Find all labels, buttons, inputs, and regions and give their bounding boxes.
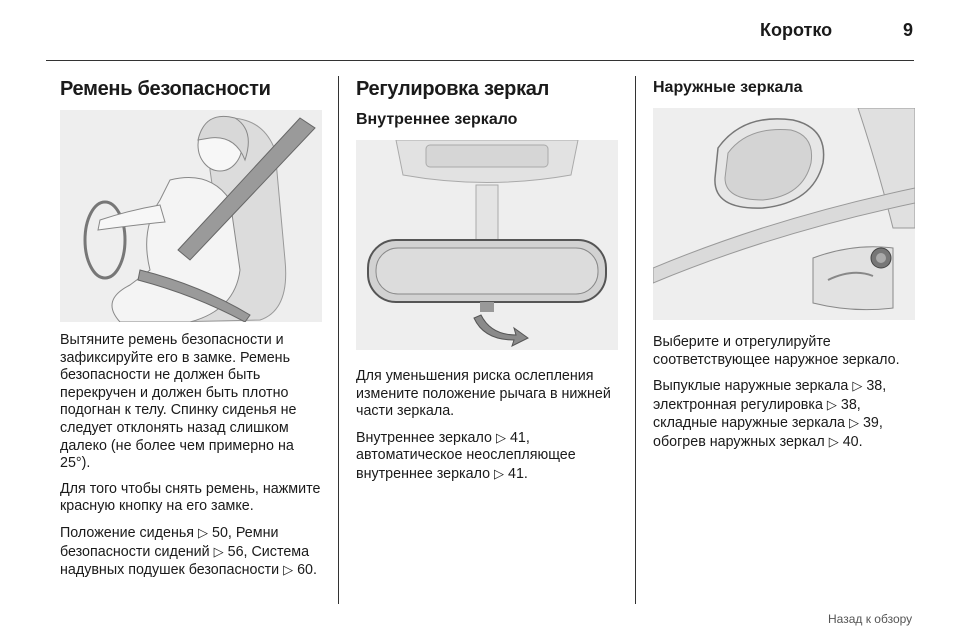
ref-auto-dimming-link[interactable]: автоматическое неослепляющее внутреннее зеркало: [356, 447, 576, 482]
page-ref-icon: ▷: [852, 378, 863, 394]
seatbelt-references: Положение сиденья ▷ 50, Ремни безопасности сидений ▷ 56, Система надувных подушек безопасности ▷ 60.: [60, 524, 317, 579]
column-divider: [635, 76, 636, 604]
back-to-overview-link[interactable]: Назад к обзору: [828, 612, 913, 626]
ref-auto-dimming-page[interactable]: 41: [508, 465, 524, 482]
page-ref-icon: ▷: [213, 543, 224, 559]
ref-heated-link[interactable]: обогрев наружных зеркал: [653, 433, 825, 450]
ref-heated-page[interactable]: 40: [842, 433, 859, 450]
page-ref-icon: ▷: [849, 415, 859, 431]
seatbelt-heading: Ремень безопасности: [60, 78, 271, 100]
ref-seat-belts-page[interactable]: 56: [227, 543, 244, 560]
ref-airbags-link[interactable]: Система надувных подушек безопасности: [60, 543, 310, 579]
seatbelt-paragraph: Для того чтобы снять ремень, нажмите красную кнопку на его замке.: [60, 480, 321, 515]
mirrors-column: [356, 76, 621, 492]
ref-folding-page[interactable]: 39: [862, 415, 879, 432]
ref-inner-mirror-link[interactable]: Внутреннее зеркало: [356, 429, 492, 446]
outer-mirrors-subheading: Наружные зеркала: [653, 79, 803, 96]
column-divider: [338, 76, 339, 604]
seatbelt-paragraph: Вытяните ремень безопасности и зафиксируйте его в замке. Ремень безопасности не должен быть перекручен и должен быть плотно подогнан к телу. Спинку сиденья не следует отклонять назад слишком далеко (не более чем примерно на 25°).: [60, 332, 297, 472]
ref-convex-link[interactable]: Выпуклые наружные зеркала: [653, 378, 849, 395]
inner-mirror-subheading: Внутреннее зеркало: [356, 111, 518, 128]
page-ref-icon: ▷: [494, 465, 505, 481]
inner-mirror-paragraph: Для уменьшения риска ослепления измените положение рычага в нижней части зеркала.: [356, 368, 611, 420]
ref-inner-mirror-page[interactable]: 41: [509, 429, 526, 446]
ref-seat-position-link[interactable]: Положение сиденья: [60, 524, 195, 541]
ref-electric-link[interactable]: электронная регулировка: [653, 396, 823, 413]
outer-mirror-references: Выпуклые наружные зеркала ▷ 38, электронная регулировка ▷ 38, складные наружные зеркала ▷ 39, обогрев наружных зеркал ▷ 40.: [653, 378, 887, 450]
outer-mirrors-column: [653, 76, 918, 460]
page-ref-icon: ▷: [198, 524, 209, 540]
mirrors-heading: Регулировка зеркал: [356, 78, 550, 100]
page-ref-icon: ▷: [283, 562, 294, 578]
inner-mirror-references: Внутреннее зеркало ▷ 41, автоматическое неослепляющее внутреннее зеркало ▷ 41.: [356, 429, 576, 482]
seatbelt-column: [60, 76, 325, 588]
ref-convex-page[interactable]: 38: [866, 378, 883, 395]
outer-mirror-illustration: [653, 108, 915, 320]
inner-mirror-illustration: [356, 140, 618, 350]
page-ref-icon: ▷: [828, 433, 839, 449]
page-ref-icon: ▷: [826, 396, 837, 412]
ref-folding-link[interactable]: складные наружные зеркала: [653, 415, 846, 432]
ref-electric-page[interactable]: 38: [840, 396, 857, 413]
ref-airbags-page[interactable]: 60: [297, 562, 313, 579]
page-number: 9: [903, 20, 914, 40]
ref-seat-belts-link[interactable]: Ремни безопасности сидений: [60, 524, 279, 560]
page-ref-icon: ▷: [495, 429, 506, 445]
outer-mirror-paragraph: Выберите и отрегулируйте соответствующее наружное зеркало.: [653, 334, 900, 368]
seatbelt-illustration: [60, 110, 322, 322]
header-divider: [46, 60, 914, 61]
ref-seat-position-page[interactable]: 50: [212, 524, 228, 541]
header-section-title: Коротко: [760, 20, 833, 40]
